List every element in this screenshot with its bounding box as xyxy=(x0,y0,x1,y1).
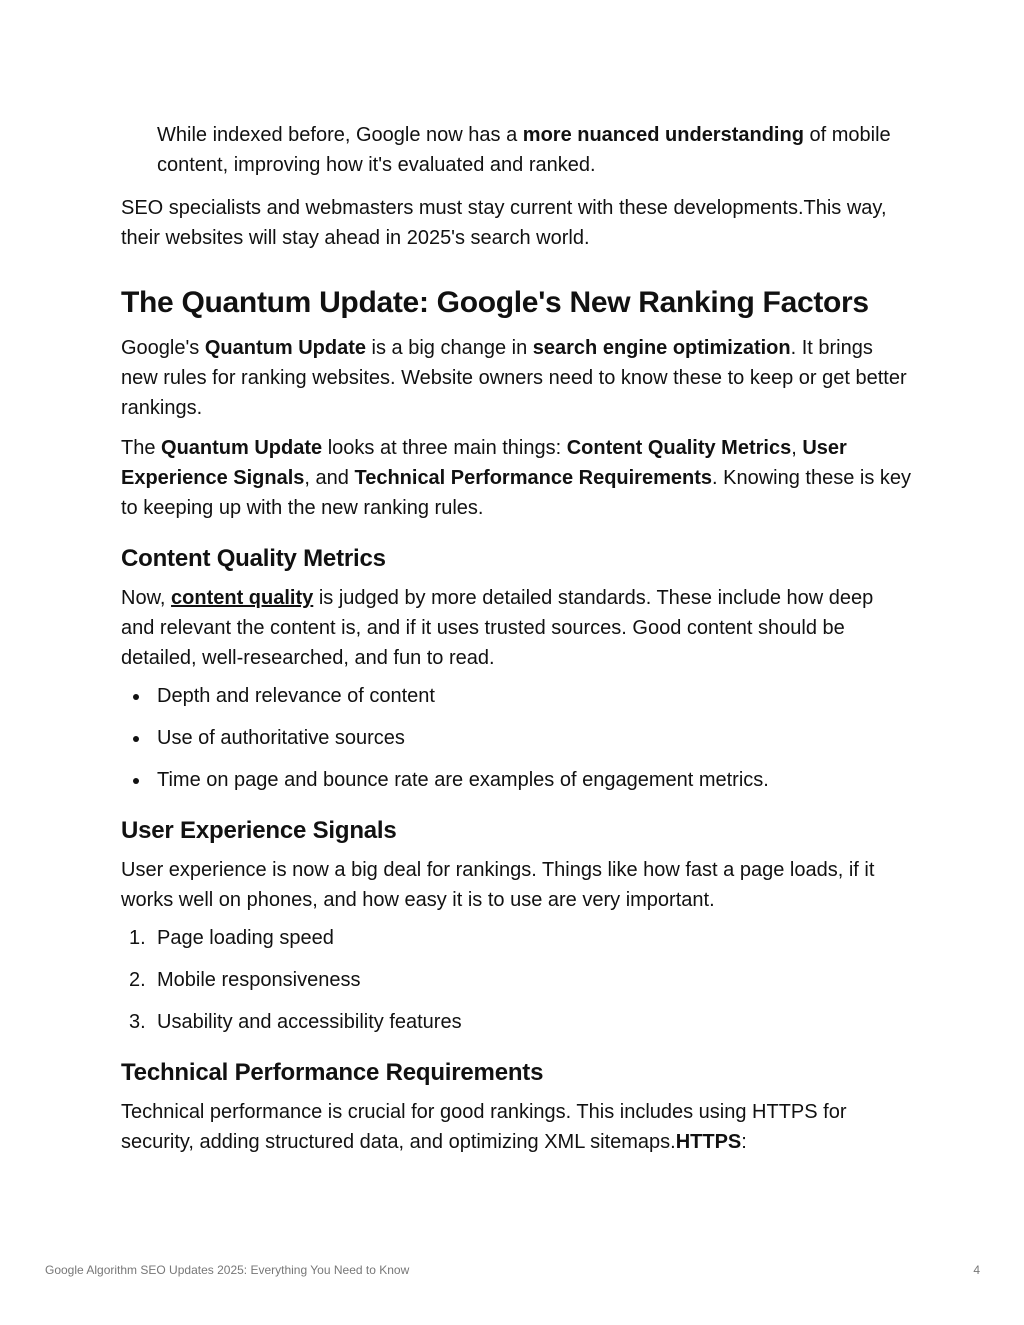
list-item: 2. Mobile responsiveness xyxy=(121,965,911,995)
summary-paragraph: SEO specialists and webmasters must stay current with these developments.This way, their websites will stay ahead in 2025's search world. xyxy=(121,197,887,249)
bullet-icon xyxy=(133,778,139,784)
quantum-factors-paragraph: The Quantum Update looks at three main things: Content Quality Metrics, User Experience Signals, and Technical Performance Requirements. Knowing these is key to keeping up with the new ranking rules. xyxy=(121,437,911,519)
technical-paragraph: Technical performance is crucial for good rankings. This includes using HTTPS for security, adding structured data, and optimizing XML sitemaps.HTTPS: xyxy=(121,1101,847,1153)
content-quality-list xyxy=(121,681,911,795)
quantum-intro-paragraph: Google's Quantum Update is a big change in search engine optimization. It brings new rules for ranking websites. Website owners need to know these to keep or get better rankings. xyxy=(121,337,907,419)
list-number: 2. xyxy=(129,969,146,991)
content-quality-link[interactable]: content quality xyxy=(171,587,314,609)
bullet-icon xyxy=(133,694,139,700)
bold-phrase: more nuanced understanding xyxy=(522,124,804,146)
list-number: 3. xyxy=(129,1011,146,1033)
user-experience-list xyxy=(121,923,911,1037)
indented-paragraph: While indexed before, Google now has a more nuanced understanding of mobile content, improving how it's evaluated and ranked. xyxy=(157,124,891,176)
user-experience-heading: User Experience Signals xyxy=(121,817,397,844)
page-content xyxy=(121,120,911,1157)
list-item: Depth and relevance of content xyxy=(121,681,911,711)
list-item: 1. Page loading speed xyxy=(121,923,911,953)
content-quality-paragraph: Now, content quality is judged by more detailed standards. These include how deep and relevant the content is, and if it uses trusted sources. Good content should be detailed, well-researched, and fun to read. xyxy=(121,587,874,669)
footer-title: Google Algorithm SEO Updates 2025: Everything You Need to Know xyxy=(45,1263,410,1277)
bullet-icon xyxy=(133,736,139,742)
section-heading: The Quantum Update: Google's New Ranking Factors xyxy=(121,286,869,319)
list-item: Time on page and bounce rate are examples of engagement metrics. xyxy=(121,765,911,795)
page-number: 4 xyxy=(973,1263,980,1277)
list-item: Use of authoritative sources xyxy=(121,723,911,753)
list-number: 1. xyxy=(129,927,146,949)
user-experience-paragraph: User experience is now a big deal for rankings. Things like how fast a page loads, if it works well on phones, and how easy it is to use are very important. xyxy=(121,859,875,911)
content-quality-heading: Content Quality Metrics xyxy=(121,545,386,572)
technical-heading: Technical Performance Requirements xyxy=(121,1059,544,1086)
list-item: 3. Usability and accessibility features xyxy=(121,1007,911,1037)
